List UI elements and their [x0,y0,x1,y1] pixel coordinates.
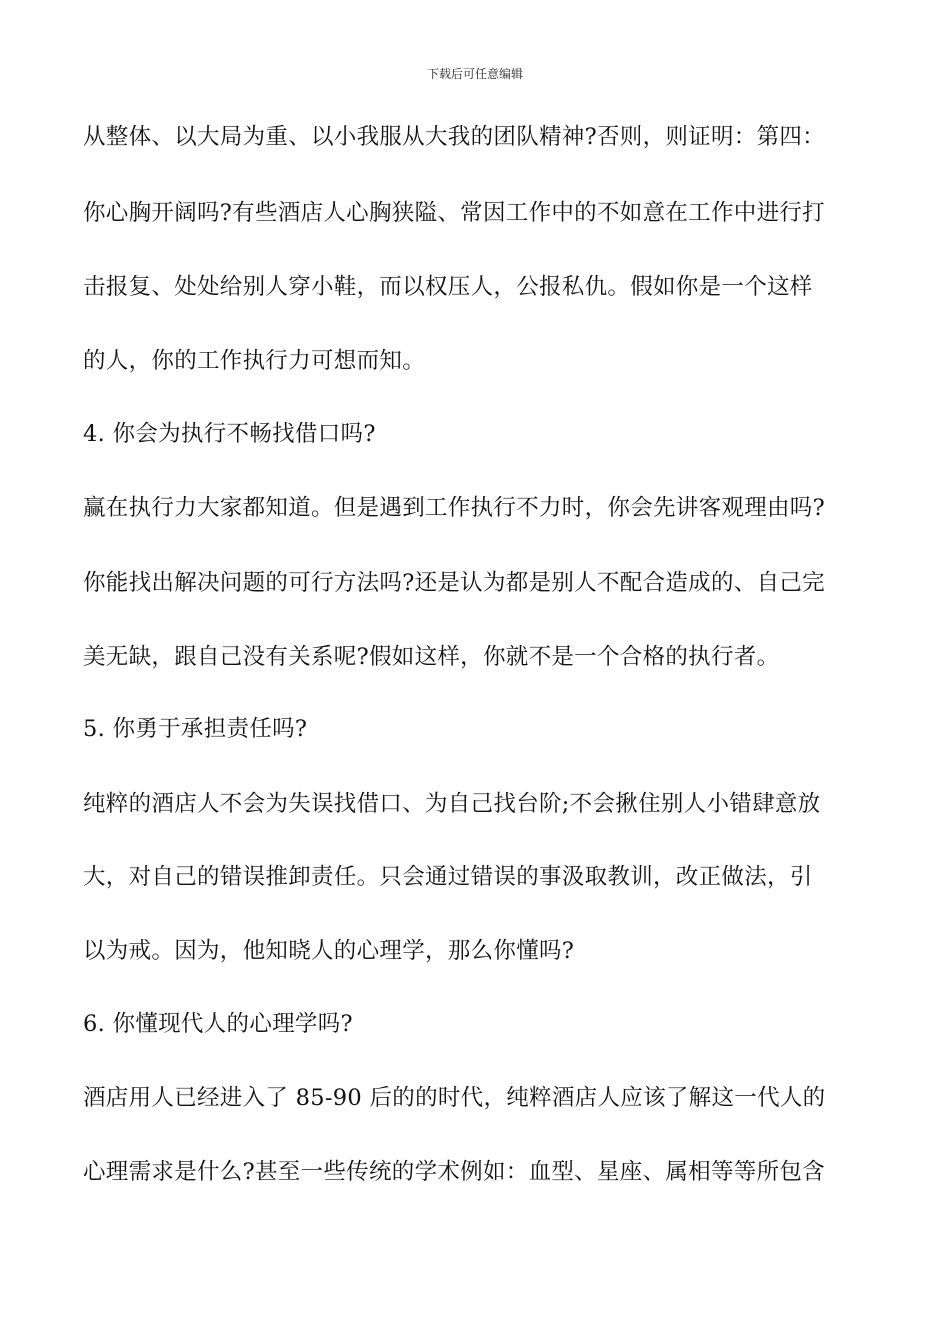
page-header: 下载后可任意编辑 [426,67,523,81]
section-heading-5: 5. 你勇于承担责任吗? [83,716,308,742]
body-text-line: 从整体、以大局为重、以小我服从大我的团队精神?否则，则证明：第四： [83,124,825,150]
body-text-line: 你能找出解决问题的可行方法吗?还是认为都是别人不配合造成的、自己完 [83,570,825,596]
body-text-line: 以为戒。因为，他知晓人的心理学，那么你懂吗? [83,938,575,964]
body-text-line: 赢在执行力大家都知道。但是遇到工作执行不力时，你会先讲客观理由吗? [83,495,825,521]
body-text-line: 心理需求是什么?甚至一些传统的学术例如：血型、星座、属相等等所包含 [83,1159,825,1185]
body-text-line: 击报复、处处给别人穿小鞋，而以权压人，公报私仇。假如你是一个这样 [83,274,813,300]
section-heading-4: 4. 你会为执行不畅找借口吗? [83,421,376,447]
body-text-line: 大，对自己的错误推卸责任。只会通过错误的事汲取教训，改正做法，引 [83,864,813,890]
section-heading-6: 6. 你懂现代人的心理学吗? [83,1011,353,1037]
body-text-line: 酒店用人已经进入了 85-90 后的的时代，纯粹酒店人应该了解这一代人的 [83,1085,826,1111]
body-text-line: 的人，你的工作执行力可想而知。 [83,348,426,374]
body-text-line: 美无缺，跟自己没有关系呢?假如这样，你就不是一个合格的执行者。 [83,644,780,670]
body-text-line: 你心胸开阔吗?有些酒店人心胸狭隘、常因工作中的不如意在工作中进行打 [83,200,825,226]
body-text-line: 纯粹的酒店人不会为失误找借口、为自己找台阶;不会揪住别人小错肆意放 [83,791,821,817]
